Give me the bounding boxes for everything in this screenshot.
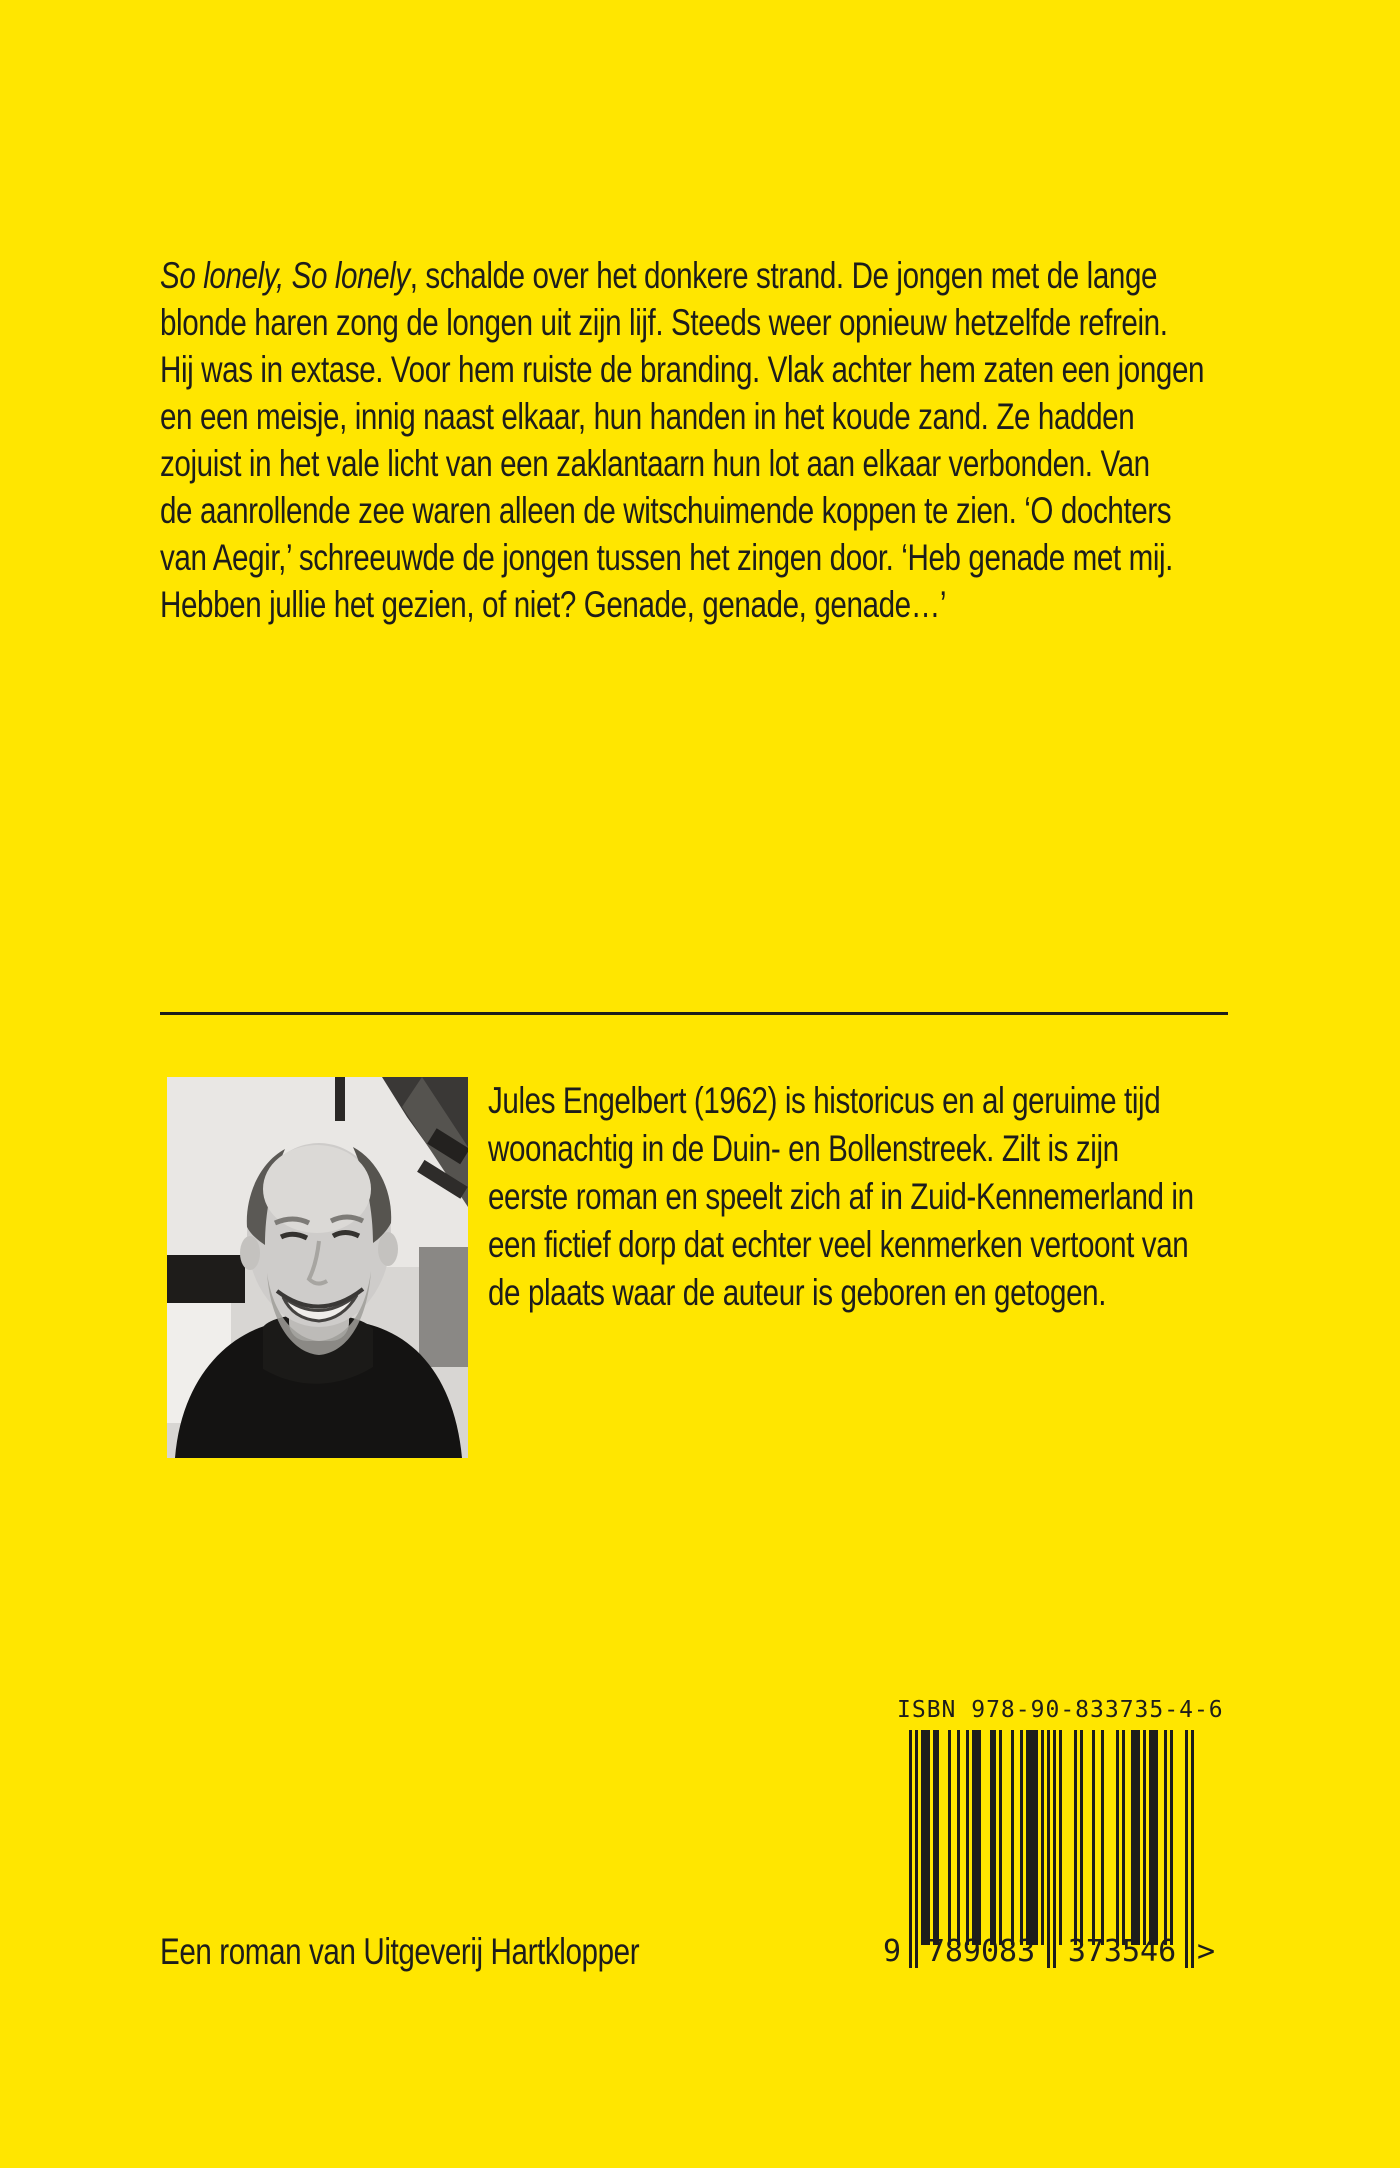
bio-line: Jules Engelbert (1962) is historicus en al geruime tijd	[488, 1080, 1161, 1121]
barcode-bar	[1011, 1730, 1014, 1945]
barcode-bar	[909, 1730, 912, 1968]
barcode-digits	[882, 1934, 1216, 2003]
imprint-line: Een roman van Uitgeverij Hartklopper	[160, 1931, 640, 1972]
blurb-line: blonde haren zong de longen uit zijn lijf. Steeds weer opnieuw hetzelfde refrein.	[160, 302, 1168, 343]
barcode-bar	[972, 1730, 981, 1945]
barcode-bar	[1020, 1730, 1023, 1945]
barcode-bar	[1116, 1730, 1119, 1945]
barcode-bar	[1059, 1730, 1062, 1945]
barcode-bar	[1080, 1730, 1083, 1945]
barcode-bar	[1101, 1730, 1104, 1945]
blurb-line: zojuist in het vale licht van een zaklantaarn hun lot aan elkaar verbonden. Van	[160, 443, 1150, 484]
barcode-bar	[1074, 1730, 1077, 1945]
barcode-bar	[957, 1730, 960, 1945]
bio-line: de plaats waar de auteur is geboren en getogen.	[488, 1272, 1107, 1313]
barcode-bar	[990, 1730, 996, 1945]
barcode-bar	[1149, 1730, 1158, 1945]
barcode-block	[882, 1697, 1224, 1977]
blurb-line: van Aegir,’ schreeuwde de jongen tussen het zingen door. ‘Heb genade met mij.	[160, 537, 1174, 578]
barcode-bar	[921, 1730, 930, 1945]
divider-line	[160, 1012, 1228, 1015]
isbn-label: ISBN 978-90-833735-4-6	[897, 1697, 1224, 1723]
barcode-bar	[948, 1730, 951, 1945]
blurb-line	[160, 252, 1204, 299]
barcode-bar	[915, 1730, 918, 1968]
barcode-bar	[933, 1730, 939, 1945]
ean-first-digit: 9	[882, 1934, 901, 1969]
blurb-line: Hebben jullie het gezien, of niet? Genade, genade, genade…’	[160, 584, 947, 625]
barcode-bar	[1185, 1730, 1188, 1968]
bio-line: eerste roman en speelt zich af in Zuid-Kennemerland in	[488, 1176, 1194, 1217]
barcode-bar	[1143, 1730, 1146, 1945]
barcode-bar	[999, 1730, 1002, 1945]
barcode-bar	[1026, 1730, 1038, 1945]
ean-left-group: 789083	[926, 1934, 1036, 1969]
blurb	[160, 252, 1204, 628]
blurb-line-text: , schalde over het donkere strand. De jongen met de lange	[409, 255, 1158, 296]
barcode-bar	[1047, 1730, 1050, 1968]
barcode-bars	[909, 1730, 1194, 1968]
author-photo	[167, 1077, 468, 1458]
barcode-bar	[1053, 1730, 1056, 1968]
bio-line: een fictief dorp dat echter veel kenmerken vertoont van	[488, 1224, 1189, 1265]
blurb-line: Hij was in extase. Voor hem ruiste de branding. Vlak achter hem zaten een jongen	[160, 349, 1205, 390]
blurb-italic-lead: So lonely, So lonely	[160, 255, 410, 296]
barcode-bar	[1041, 1730, 1044, 1945]
blurb-line: de aanrollende zee waren alleen de witschuimende koppen te zien. ‘O dochters	[160, 490, 1172, 531]
barcode-bar	[966, 1730, 969, 1945]
barcode-bar	[1164, 1730, 1167, 1945]
blurb-line: en een meisje, innig naast elkaar, hun handen in het koude zand. Ze hadden	[160, 396, 1135, 437]
author-bio	[488, 1077, 1194, 1317]
barcode-bar	[1131, 1730, 1140, 1945]
barcode-bar	[1191, 1730, 1194, 1968]
ean-quiet-zone-mark: >	[1197, 1934, 1216, 1969]
bio-line: woonachtig in de Duin- en Bollenstreek. Zilt is zijn	[488, 1128, 1119, 1169]
barcode-bar	[1122, 1730, 1125, 1945]
barcode-bar	[1092, 1730, 1095, 1945]
barcode-bar	[1170, 1730, 1173, 1945]
ean-right-group: 373546	[1067, 1934, 1177, 1969]
